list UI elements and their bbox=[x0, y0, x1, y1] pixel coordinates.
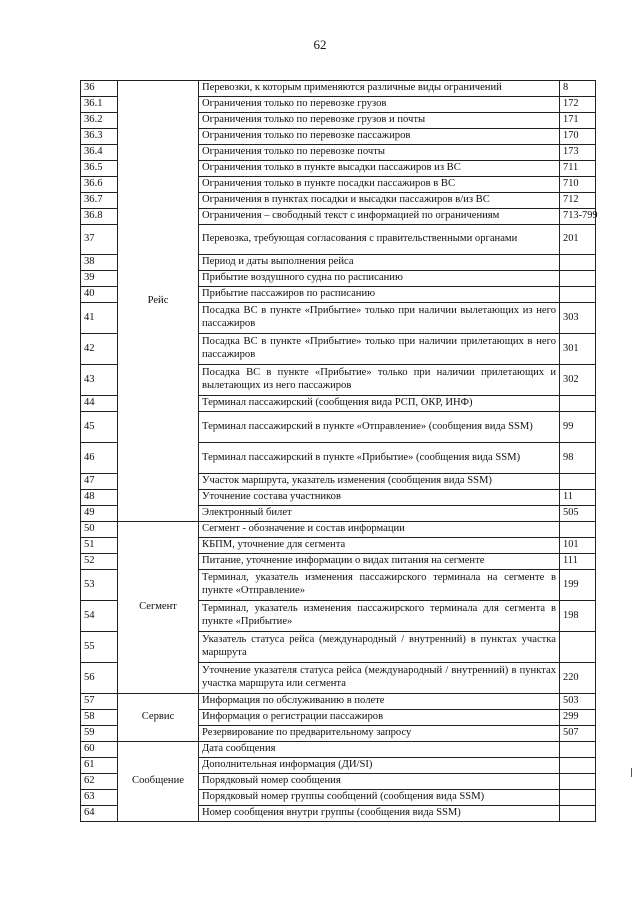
table-row bbox=[81, 81, 596, 97]
spec-table bbox=[80, 80, 596, 822]
group-label: Сервис bbox=[118, 694, 199, 742]
row-number: 40 bbox=[81, 287, 118, 303]
row-number: 37 bbox=[81, 225, 118, 255]
row-description: Перевозка, требующая согласования с правительственными органами bbox=[199, 225, 560, 255]
row-code bbox=[560, 271, 596, 287]
row-code bbox=[560, 287, 596, 303]
row-code: 198 bbox=[560, 601, 596, 632]
row-description: Дата сообщения bbox=[199, 742, 560, 758]
row-code: 8 bbox=[560, 81, 596, 97]
row-code: 170 bbox=[560, 129, 596, 145]
row-number: 58 bbox=[81, 710, 118, 726]
row-number: 54 bbox=[81, 601, 118, 632]
row-description: Электронный билет bbox=[199, 506, 560, 522]
row-number: 46 bbox=[81, 443, 118, 474]
row-code bbox=[560, 474, 596, 490]
group-label: Рейс bbox=[118, 81, 199, 522]
row-number: 42 bbox=[81, 334, 118, 365]
row-code: 503 bbox=[560, 694, 596, 710]
row-number: 62 bbox=[81, 774, 118, 790]
row-description: Терминал пассажирский в пункте «Прибытие» (сообщения вида SSM) bbox=[199, 443, 560, 474]
row-description: Участок маршрута, указатель изменения (сообщения вида SSM) bbox=[199, 474, 560, 490]
row-code: 171 bbox=[560, 113, 596, 129]
row-number: 59 bbox=[81, 726, 118, 742]
row-code: 172 bbox=[560, 97, 596, 113]
row-description: Дополнительная информация (ДИ/SI) bbox=[199, 758, 560, 774]
row-number: 44 bbox=[81, 396, 118, 412]
row-number: 43 bbox=[81, 365, 118, 396]
row-number: 39 bbox=[81, 271, 118, 287]
scan-edge-mark bbox=[631, 768, 632, 777]
row-code: 303 bbox=[560, 303, 596, 334]
row-description: Питание, уточнение информации о видах питания на сегменте bbox=[199, 554, 560, 570]
row-description: Ограничения только в пункте посадки пассажиров в ВС bbox=[199, 177, 560, 193]
row-number: 38 bbox=[81, 255, 118, 271]
row-description: Посадка ВС в пункте «Прибытие» только при наличии прилетающих в него пассажиров bbox=[199, 334, 560, 365]
row-code bbox=[560, 790, 596, 806]
row-number: 64 bbox=[81, 806, 118, 822]
row-description: Порядковый номер сообщения bbox=[199, 774, 560, 790]
row-code: 713-799 bbox=[560, 209, 596, 225]
row-description: Терминал пассажирский (сообщения вида РСП, ОКР, ИНФ) bbox=[199, 396, 560, 412]
row-description: Посадка ВС в пункте «Прибытие» только при наличии вылетающих из него пассажиров bbox=[199, 303, 560, 334]
row-description: Ограничения в пунктах посадки и высадки пассажиров в/из ВС bbox=[199, 193, 560, 209]
row-description: Терминал, указатель изменения пассажирского терминала для сегмента в пункте «Прибытие» bbox=[199, 601, 560, 632]
row-number: 47 bbox=[81, 474, 118, 490]
row-description: Посадка ВС в пункте «Прибытие» только при наличии прилетающих и вылетающих из него пассажиров bbox=[199, 365, 560, 396]
group-label: Сообщение bbox=[118, 742, 199, 822]
row-number: 63 bbox=[81, 790, 118, 806]
row-code: 99 bbox=[560, 412, 596, 443]
row-number: 36.5 bbox=[81, 161, 118, 177]
row-number: 36 bbox=[81, 81, 118, 97]
row-code: 199 bbox=[560, 570, 596, 601]
row-number: 56 bbox=[81, 663, 118, 694]
row-number: 48 bbox=[81, 490, 118, 506]
row-number: 36.6 bbox=[81, 177, 118, 193]
row-code bbox=[560, 742, 596, 758]
row-description: Терминал пассажирский в пункте «Отправление» (сообщения вида SSM) bbox=[199, 412, 560, 443]
row-number: 55 bbox=[81, 632, 118, 663]
row-code: 98 bbox=[560, 443, 596, 474]
row-description: Уточнение указателя статуса рейса (международный / внутренний) в пунктах участка маршрута или сегмента bbox=[199, 663, 560, 694]
row-code: 710 bbox=[560, 177, 596, 193]
table-row bbox=[81, 694, 596, 710]
table-row bbox=[81, 522, 596, 538]
row-code: 173 bbox=[560, 145, 596, 161]
table-row bbox=[81, 742, 596, 758]
row-code: 505 bbox=[560, 506, 596, 522]
row-description: Информация о регистрации пассажиров bbox=[199, 710, 560, 726]
row-description: Терминал, указатель изменения пассажирского терминала на сегменте в пункте «Отправление» bbox=[199, 570, 560, 601]
spec-table-body bbox=[81, 81, 596, 822]
row-description: КБПМ, уточнение для сегмента bbox=[199, 538, 560, 554]
row-number: 41 bbox=[81, 303, 118, 334]
row-code: 711 bbox=[560, 161, 596, 177]
row-description: Ограничения только по перевозке почты bbox=[199, 145, 560, 161]
row-code bbox=[560, 806, 596, 822]
row-number: 51 bbox=[81, 538, 118, 554]
row-code bbox=[560, 632, 596, 663]
row-code: 201 bbox=[560, 225, 596, 255]
row-number: 60 bbox=[81, 742, 118, 758]
row-code: 302 bbox=[560, 365, 596, 396]
row-description: Уточнение состава участников bbox=[199, 490, 560, 506]
row-description: Резервирование по предварительному запросу bbox=[199, 726, 560, 742]
row-code: 301 bbox=[560, 334, 596, 365]
row-number: 36.4 bbox=[81, 145, 118, 161]
row-code bbox=[560, 396, 596, 412]
row-code bbox=[560, 255, 596, 271]
row-description: Ограничения – свободный текст с информацией по ограничениям bbox=[199, 209, 560, 225]
row-code: 299 bbox=[560, 710, 596, 726]
row-code: 101 bbox=[560, 538, 596, 554]
row-number: 45 bbox=[81, 412, 118, 443]
row-number: 50 bbox=[81, 522, 118, 538]
row-code: 507 bbox=[560, 726, 596, 742]
row-description: Номер сообщения внутри группы (сообщения вида SSM) bbox=[199, 806, 560, 822]
row-number: 53 bbox=[81, 570, 118, 601]
page-number: 62 bbox=[313, 37, 327, 52]
row-description: Ограничения только в пункте высадки пассажиров из ВС bbox=[199, 161, 560, 177]
row-description: Период и даты выполнения рейса bbox=[199, 255, 560, 271]
row-description: Информация по обслуживанию в полете bbox=[199, 694, 560, 710]
row-number: 36.2 bbox=[81, 113, 118, 129]
row-code: 11 bbox=[560, 490, 596, 506]
row-number: 36.7 bbox=[81, 193, 118, 209]
group-label: Сегмент bbox=[118, 522, 199, 694]
row-number: 49 bbox=[81, 506, 118, 522]
row-description: Ограничения только по перевозке пассажиров bbox=[199, 129, 560, 145]
row-code bbox=[560, 774, 596, 790]
row-number: 36.8 bbox=[81, 209, 118, 225]
row-description: Ограничения только по перевозке грузов и почты bbox=[199, 113, 560, 129]
row-code: 220 bbox=[560, 663, 596, 694]
row-description: Указатель статуса рейса (международный / внутренний) в пунктах участка маршрута bbox=[199, 632, 560, 663]
row-description: Перевозки, к которым применяются различные виды ограничений bbox=[199, 81, 560, 97]
row-description: Прибытие воздушного судна по расписанию bbox=[199, 271, 560, 287]
row-code bbox=[560, 522, 596, 538]
row-description: Ограничения только по перевозке грузов bbox=[199, 97, 560, 113]
row-number: 52 bbox=[81, 554, 118, 570]
row-number: 57 bbox=[81, 694, 118, 710]
row-number: 36.1 bbox=[81, 97, 118, 113]
row-code bbox=[560, 758, 596, 774]
row-number: 36.3 bbox=[81, 129, 118, 145]
row-number: 61 bbox=[81, 758, 118, 774]
row-description: Прибытие пассажиров по расписанию bbox=[199, 287, 560, 303]
row-description: Сегмент - обозначение и состав информации bbox=[199, 522, 560, 538]
row-description: Порядковый номер группы сообщений (сообщения вида SSM) bbox=[199, 790, 560, 806]
row-code: 111 bbox=[560, 554, 596, 570]
row-code: 712 bbox=[560, 193, 596, 209]
